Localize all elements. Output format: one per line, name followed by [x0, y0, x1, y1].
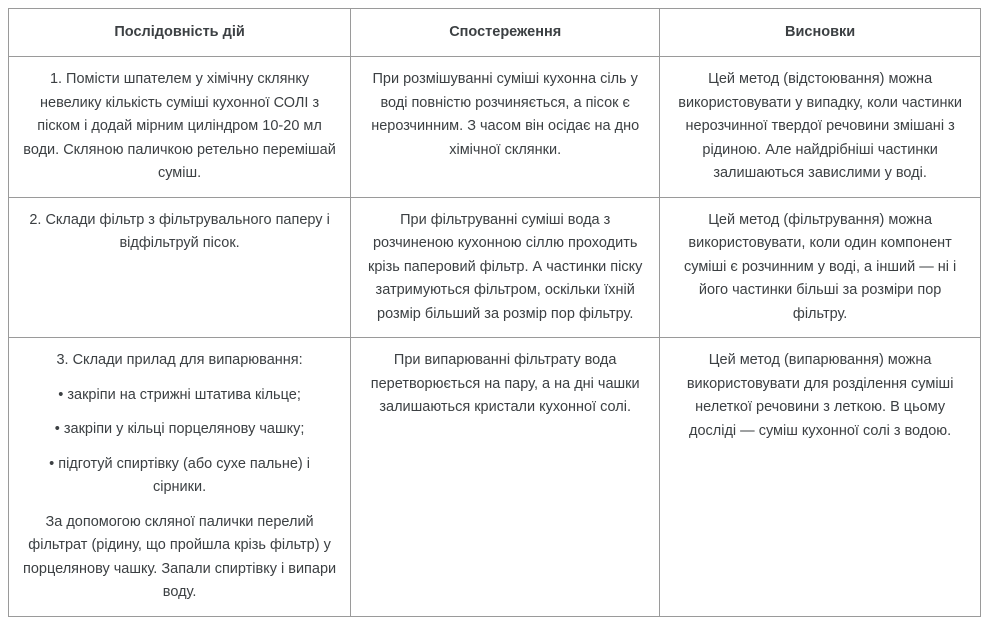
conclusion-cell: Цей метод (випарювання) можна використовувати для розділення суміші нелеткої речовини з леткою. В цьому досліді — суміш кухонної солі з водою. — [660, 338, 981, 616]
action-step: За допомогою скляної палички перелий фільтрат (рідину, що пройшла крізь фільтр) у порцелянову чашку. Запали спиртівку і випари воду. — [23, 513, 337, 601]
header-row — [9, 9, 981, 57]
bullet-item: • закріпи у кільці порцелянову чашку; — [54, 421, 305, 438]
table-row — [9, 197, 981, 337]
header-actions: Послідовність дій — [9, 9, 351, 57]
bullet-item: • підготуй спиртівку (або сухе пальне) і сірники. — [49, 455, 311, 496]
header-observations: Спостереження — [351, 9, 660, 57]
action-cell: 1. Помісти шпателем у хімічну склянку невелику кількість суміші кухонної СОЛІ з піском і додай мірним циліндром 10-20 мл води. Скляною паличкою ретельно перемішай суміш. — [9, 57, 351, 197]
action-cell: 2. Склади фільтр з фільтрувального паперу і відфільтруй пісок. — [9, 197, 351, 337]
conclusion-cell: Цей метод (фільтрування) можна використовувати, коли один компонент суміші є розчинним у воді, а інший — ні і його частинки більші за розміри пор фільтру. — [660, 197, 981, 337]
observation-cell: При розмішуванні суміші кухонна сіль у воді повністю розчиняється, а пісок є нерозчинним. З часом він осідає на дно хімічної склянки. — [351, 57, 660, 197]
action-step: 3. Склади прилад для випарювання: — [56, 352, 303, 369]
experiment-table — [8, 8, 981, 617]
conclusion-cell: Цей метод (відстоювання) можна використовувати у випадку, коли частинки нерозчинної твердої речовини змішані з рідиною. Але найдрібніші частинки залишаються завислими у воді. — [660, 57, 981, 197]
header-conclusions: Висновки — [660, 9, 981, 57]
action-cell — [9, 338, 351, 616]
observation-cell: При випарюванні фільтрату вода перетворюється на пару, а на дні чашки залишаються кристали кухонної солі. — [351, 338, 660, 616]
observation-cell: При фільтруванні суміші вода з розчиненою кухонною сіллю проходить крізь паперовий фільтр. А частинки піску затримуються фільтром, оскільки їхній розмір більший за розмір пор фільтру. — [351, 197, 660, 337]
table-row — [9, 338, 981, 616]
bullet-item: • закріпи на стрижні штатива кільце; — [58, 386, 301, 403]
table-row — [9, 57, 981, 197]
